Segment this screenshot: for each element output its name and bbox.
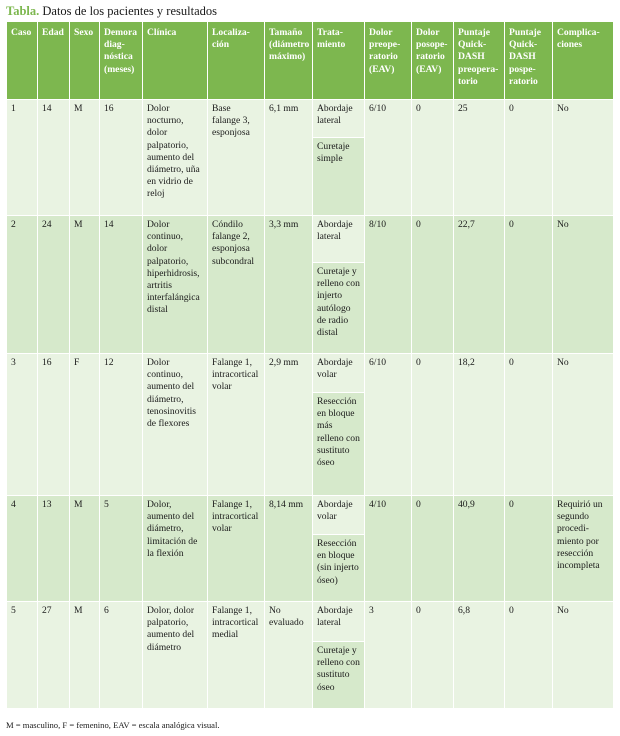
cell-dolor-pre: 6/10	[365, 354, 412, 496]
cell-tratamiento-abordaje: Abordaje lateral	[313, 100, 365, 138]
cell-clinica: Dolor continuo, aumento del diámetro, tenosinovitis de flexores	[143, 354, 208, 496]
cell-clinica: Dolor nocturno, dolor palpatorio, aumento del diámetro, uña en vidrio de reloj	[143, 100, 208, 216]
header-dash-pos: Puntaje Quick-DASH pospe-ratorio	[505, 22, 553, 100]
cell-dash-pos: 0	[505, 216, 553, 354]
cell-edad: 24	[38, 216, 70, 354]
cell-tratamiento-abordaje: Abordaje lateral	[313, 602, 365, 642]
cell-complicaciones: No	[553, 354, 614, 496]
cell-sexo: M	[70, 216, 100, 354]
cell-tratamiento-abordaje: Abordaje lateral	[313, 216, 365, 263]
cell-dolor-pos: 0	[412, 602, 454, 709]
header-caso: Caso	[7, 22, 38, 100]
header-sexo: Sexo	[70, 22, 100, 100]
header-dolor-pos: Dolor posope-ratorio (EAV)	[412, 22, 454, 100]
cell-dolor-pre: 6/10	[365, 100, 412, 216]
cell-edad: 27	[38, 602, 70, 709]
cell-complicaciones: Requirió un segundo procedi-miento por resección incompleta	[553, 496, 614, 602]
cell-clinica: Dolor continuo, dolor palpatorio, hiperhidrosis, artritis interfalángica distal	[143, 216, 208, 354]
header-tamano: Tamaño (diámetro máximo)	[265, 22, 313, 100]
cell-dolor-pos: 0	[412, 100, 454, 216]
header-demora: Demora diag-nóstica (meses)	[100, 22, 143, 100]
cell-complicaciones: No	[553, 100, 614, 216]
cell-dash-pre: 18,2	[454, 354, 505, 496]
cell-caso: 5	[7, 602, 38, 709]
cell-caso: 3	[7, 354, 38, 496]
cell-tratamiento-procedimiento: Resección en bloque más relleno con sustituto óseo	[313, 393, 365, 496]
header-edad: Edad	[38, 22, 70, 100]
cell-clinica: Dolor, dolor palpatorio, aumento del diámetro	[143, 602, 208, 709]
table-footnote: M = masculino, F = femenino, EAV = escala analógica visual.	[6, 720, 220, 730]
cell-dash-pos: 0	[505, 496, 553, 602]
cell-dash-pos: 0	[505, 100, 553, 216]
cell-dolor-pos: 0	[412, 216, 454, 354]
cell-sexo: M	[70, 496, 100, 602]
cell-localizacion: Falange 1, intracortical volar	[208, 354, 265, 496]
table-title	[6, 4, 217, 19]
cell-edad: 14	[38, 100, 70, 216]
cell-dolor-pre: 3	[365, 602, 412, 709]
table-row	[7, 100, 614, 138]
cell-localizacion: Base falange 3, esponjosa	[208, 100, 265, 216]
cell-caso: 4	[7, 496, 38, 602]
cell-dolor-pos: 0	[412, 354, 454, 496]
cell-tamano: 6,1 mm	[265, 100, 313, 216]
cell-complicaciones: No	[553, 602, 614, 709]
table-caption: Datos de los pacientes y resultados	[42, 4, 217, 18]
cell-sexo: M	[70, 602, 100, 709]
header-dolor-pre: Dolor preope-ratorio (EAV)	[365, 22, 412, 100]
cell-edad: 13	[38, 496, 70, 602]
cell-edad: 16	[38, 354, 70, 496]
header-row	[7, 22, 614, 100]
header-dash-pre: Puntaje Quick-DASH preopera-torio	[454, 22, 505, 100]
cell-tamano: 8,14 mm	[265, 496, 313, 602]
cell-demora: 16	[100, 100, 143, 216]
cell-dash-pre: 22,7	[454, 216, 505, 354]
header-localizacion: Localiza-ción	[208, 22, 265, 100]
cell-demora: 14	[100, 216, 143, 354]
cell-demora: 12	[100, 354, 143, 496]
cell-dolor-pre: 4/10	[365, 496, 412, 602]
patients-table	[6, 21, 614, 709]
table-row	[7, 602, 614, 642]
table-row	[7, 354, 614, 393]
cell-dolor-pos: 0	[412, 496, 454, 602]
cell-dash-pos: 0	[505, 602, 553, 709]
cell-clinica: Dolor, aumento del diámetro, limitación de la flexión	[143, 496, 208, 602]
cell-tratamiento-abordaje: Abordaje volar	[313, 354, 365, 393]
header-clinica: Clínica	[143, 22, 208, 100]
cell-tratamiento-procedimiento: Curetaje simple	[313, 138, 365, 216]
cell-tamano: No evaluado	[265, 602, 313, 709]
cell-dash-pre: 6,8	[454, 602, 505, 709]
cell-dolor-pre: 8/10	[365, 216, 412, 354]
header-complicaciones: Complica-ciones	[553, 22, 614, 100]
cell-caso: 2	[7, 216, 38, 354]
cell-tamano: 3,3 mm	[265, 216, 313, 354]
table-row	[7, 216, 614, 263]
cell-tratamiento-procedimiento: Curetaje y relleno con injerto autólogo de radio distal	[313, 263, 365, 354]
cell-tratamiento-procedimiento: Curetaje y relleno con sustituto óseo	[313, 642, 365, 709]
cell-demora: 5	[100, 496, 143, 602]
cell-dash-pre: 40,9	[454, 496, 505, 602]
header-tratamiento: Trata-miento	[313, 22, 365, 100]
cell-caso: 1	[7, 100, 38, 216]
cell-sexo: F	[70, 354, 100, 496]
cell-complicaciones: No	[553, 216, 614, 354]
cell-dash-pos: 0	[505, 354, 553, 496]
cell-localizacion: Falange 1, intracortical medial	[208, 602, 265, 709]
cell-tratamiento-abordaje: Abordaje volar	[313, 496, 365, 535]
table-label: Tabla.	[6, 4, 40, 18]
cell-sexo: M	[70, 100, 100, 216]
cell-tamano: 2,9 mm	[265, 354, 313, 496]
cell-tratamiento-procedimiento: Resección en bloque (sin injerto óseo)	[313, 535, 365, 602]
cell-localizacion: Falange 1, intracortical volar	[208, 496, 265, 602]
cell-demora: 6	[100, 602, 143, 709]
cell-dash-pre: 25	[454, 100, 505, 216]
cell-localizacion: Cóndilo falange 2, esponjosa subcondral	[208, 216, 265, 354]
table-row	[7, 496, 614, 535]
